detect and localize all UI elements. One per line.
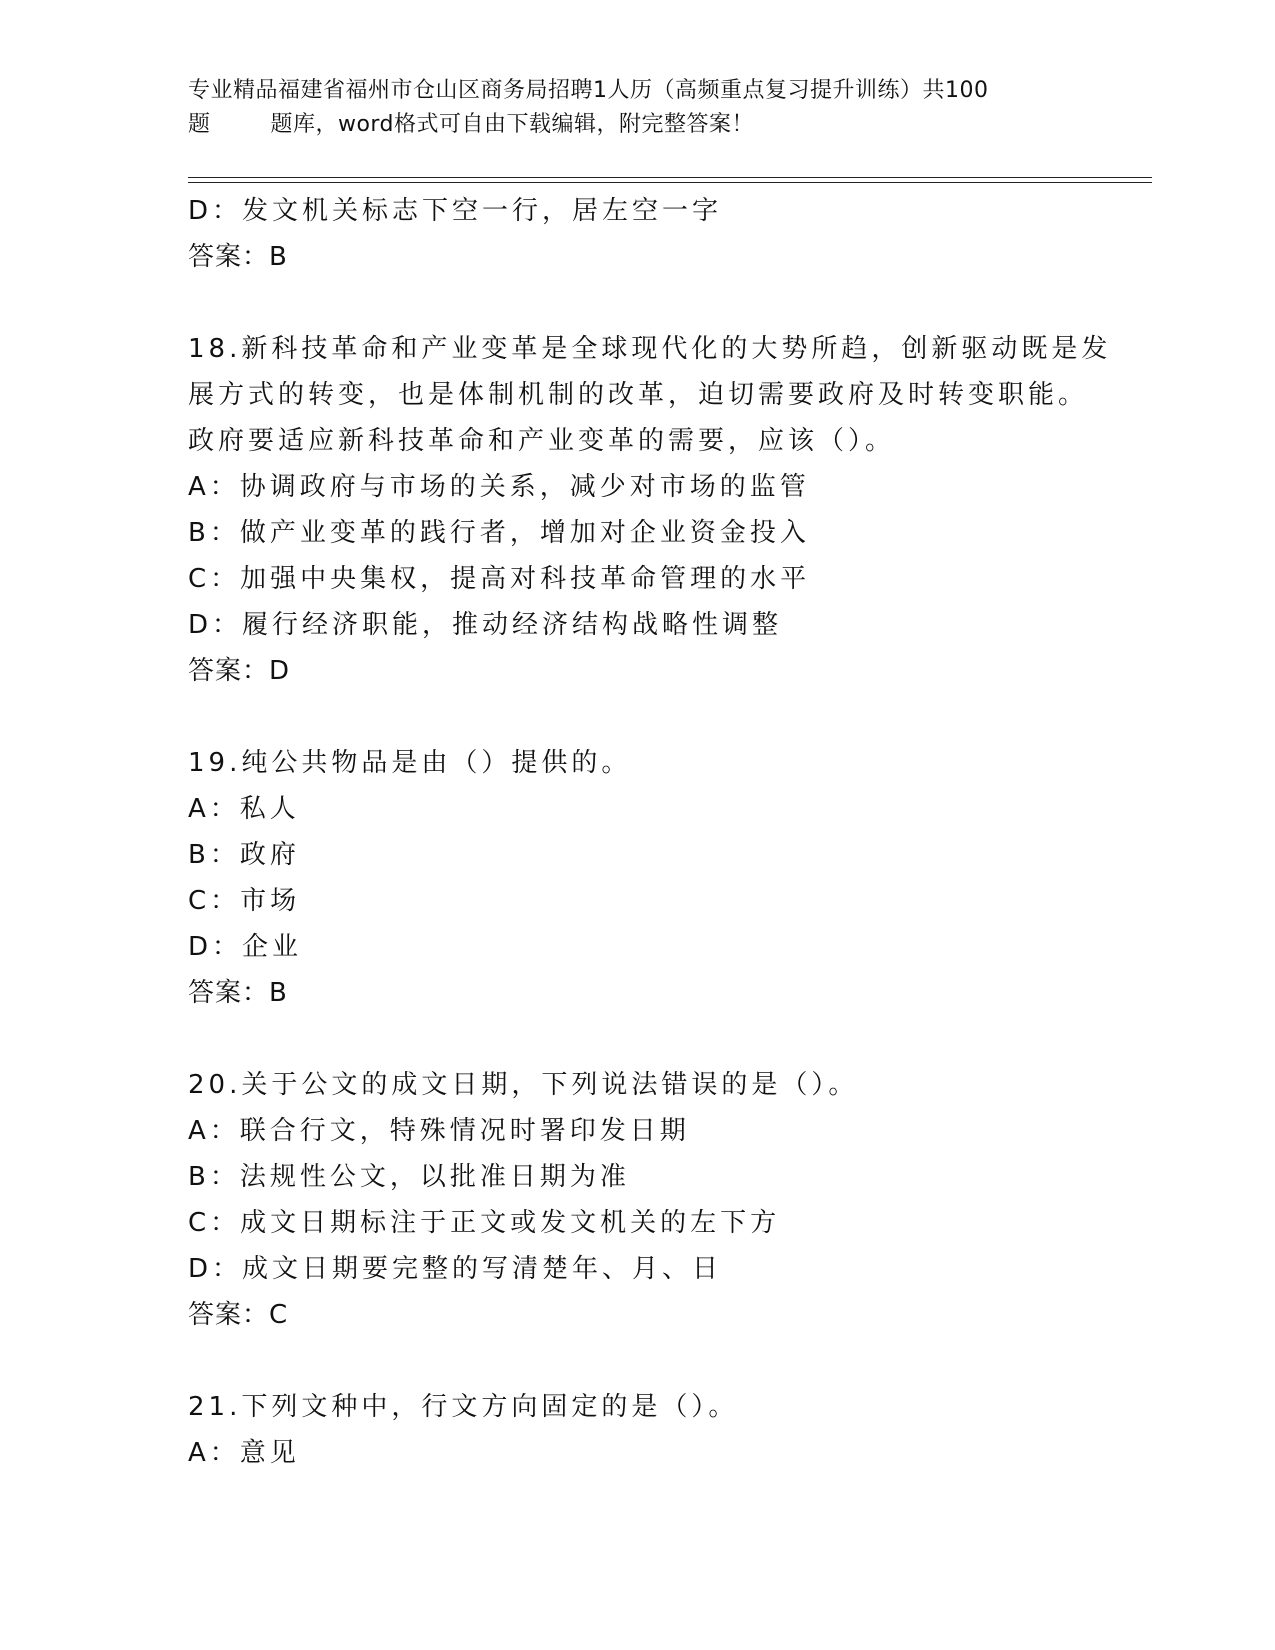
option-b: B：做产业变革的践行者，增加对企业资金投入 xyxy=(188,518,810,548)
option-c: C：加强中央集权，提高对科技革命管理的水平 xyxy=(188,564,811,594)
question-19 xyxy=(188,740,1128,1016)
question-21 xyxy=(188,1384,1128,1476)
option-b: B：政府 xyxy=(188,840,300,870)
answer-line: 答案：B xyxy=(188,978,288,1008)
spacer xyxy=(188,280,1128,326)
header-divider-bottom xyxy=(188,182,1152,183)
option-c: C：市场 xyxy=(188,886,301,916)
option-a: A：协调政府与市场的关系，减少对市场的监管 xyxy=(188,472,810,502)
answer-line: 答案：C xyxy=(188,1300,289,1330)
question-stem-line-1: 19.纯公共物品是由（）提供的。 xyxy=(188,748,632,778)
page-header xyxy=(188,74,1088,142)
option-a: A：联合行文，特殊情况时署印发日期 xyxy=(188,1116,690,1146)
answer-line: 答案：D xyxy=(188,656,291,686)
question-content xyxy=(188,188,1128,1476)
option-d: D：成文日期要完整的写清楚年、月、日 xyxy=(188,1254,723,1284)
spacer xyxy=(188,1338,1128,1384)
option-b: B：法规性公文，以批准日期为准 xyxy=(188,1162,630,1192)
answer-line: 答案：B xyxy=(188,242,288,272)
option-a: A：意见 xyxy=(188,1438,300,1468)
question-stem-line-2: 展方式的转变，也是体制机制的改革，迫切需要政府及时转变职能。 xyxy=(188,380,1089,410)
question-stem-line-3: 政府要适应新科技革命和产业变革的需要，应该（）。 xyxy=(188,426,896,456)
header-divider-top xyxy=(188,177,1152,178)
option-c: C：成文日期标注于正文或发文机关的左下方 xyxy=(188,1208,781,1238)
question-20 xyxy=(188,1062,1128,1338)
header-title-line-1: 专业精品福建省福州市仓山区商务局招聘1人历（高频重点复习提升训练）共100 xyxy=(188,78,989,103)
question-stem-line-1: 20.关于公文的成文日期，下列说法错误的是（）。 xyxy=(188,1070,859,1100)
option-d: D：发文机关标志下空一行，居左空一字 xyxy=(188,196,723,226)
option-d: D：履行经济职能，推动经济结构战略性调整 xyxy=(188,610,783,640)
question-18 xyxy=(188,326,1128,694)
question-stem-line-1: 18.新科技革命和产业变革是全球现代化的大势所趋，创新驱动既是发 xyxy=(188,334,1112,364)
spacer xyxy=(188,694,1128,740)
option-d: D：企业 xyxy=(188,932,303,962)
header-title-line-2: 题 题库，word格式可自由下载编辑，附完整答案！ xyxy=(188,112,755,137)
question-17-tail xyxy=(188,188,1128,280)
spacer xyxy=(188,1016,1128,1062)
question-stem-line-1: 21.下列文种中，行文方向固定的是（）。 xyxy=(188,1392,739,1422)
option-a: A：私人 xyxy=(188,794,300,824)
